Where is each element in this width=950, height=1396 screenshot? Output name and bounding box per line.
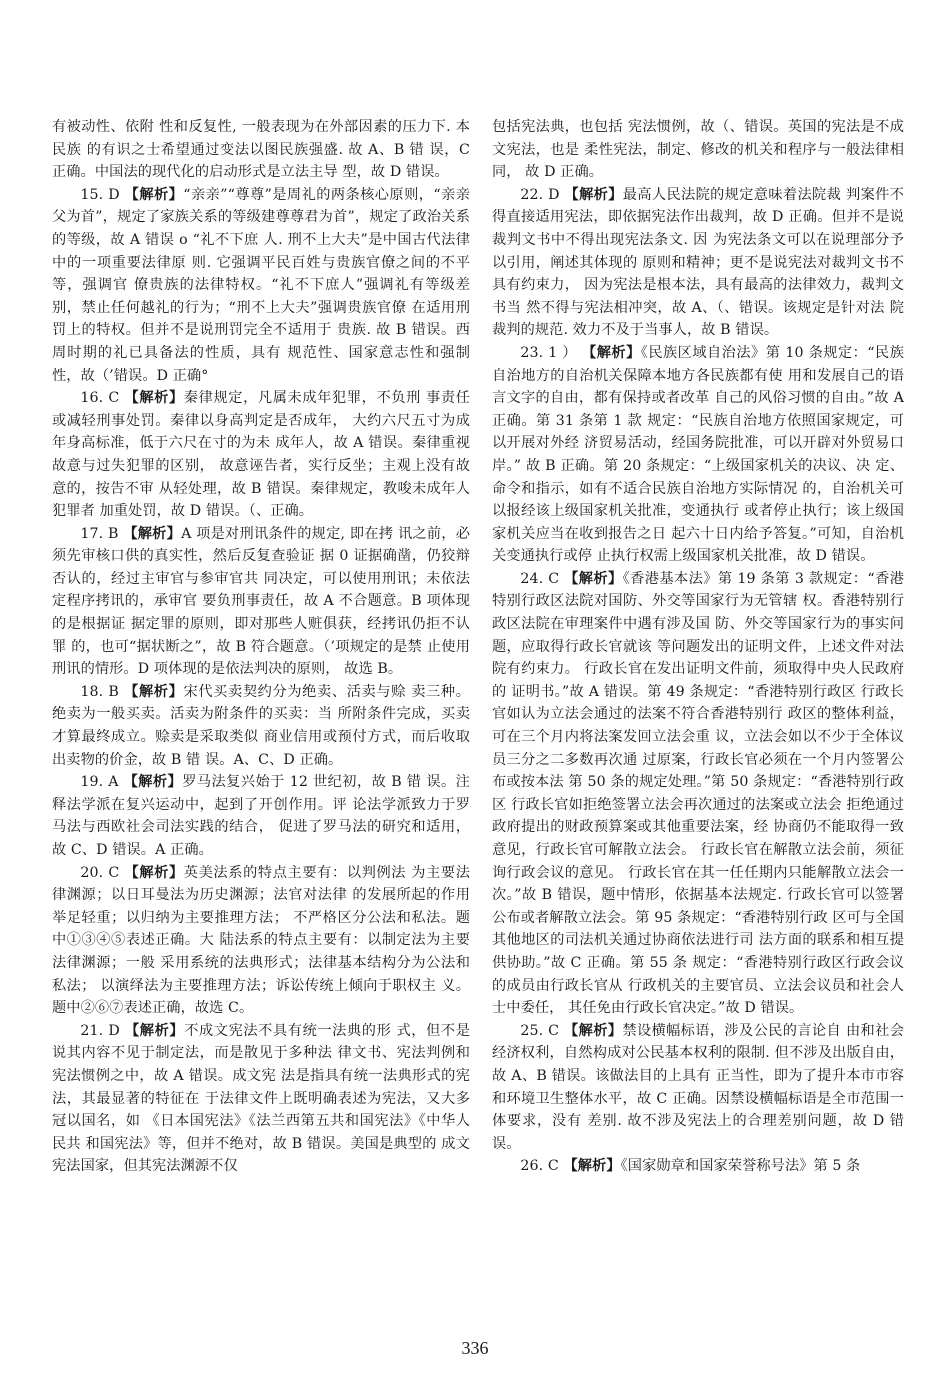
answer-paragraph: [52, 184, 470, 387]
question-number: 15. D: [80, 186, 120, 203]
answer-paragraph: [52, 523, 470, 681]
paragraph-text: 《民族区域自治法》第 10 条规定：“民族自治地方的自治机关保障本地方各民族都有使 用和发展自己的语言文字的自由，都有保持或者改革 自己的风俗习惯的自由。”故 A 正确。第 31 条第 1 款 规定：“民族自治地方依照国家规定，可以开展对外经 济贸易活动，经国务院批准，可以开辟对外贸易口岸。” 故 B 正确。第 20 条规定：“上级国家机关的决议、决 定、命令和指示，如有不适合民族自治地方实际情况 的，自治机关可以报经该上级国家机关批准，变通执行 或者停止执行；该上级国家机关应当在收到报告之日 起六十日内给予答复。”可知，自治机关变通执行或停 止执行权需上级国家机关批准，故 D 错误。: [492, 344, 904, 565]
answer-paragraph: [52, 387, 470, 523]
analysis-tag: 【解析】: [124, 683, 184, 700]
analysis-tag: 【解析】: [564, 186, 623, 203]
analysis-tag: 【解析】: [564, 570, 623, 587]
page-number: 336: [461, 1338, 489, 1358]
answer-paragraph: [492, 184, 904, 342]
answer-paragraph: [492, 116, 904, 184]
answer-paragraph: [52, 681, 470, 771]
analysis-tag: 【解析】: [123, 525, 182, 542]
question-number: 17. B: [80, 525, 119, 542]
paragraph-text: 包括宪法典，也包括 宪法惯例，故（、错误。英国的宪法是不成文宪法，也是 柔性宪法，制定、修改的机关和程序与一般法律相同， 故 D 正确。: [492, 119, 904, 181]
question-number: 16. C: [80, 390, 120, 407]
question-number: 23. 1 ）: [520, 344, 578, 361]
paragraph-text: 不成文宪法不具有统一法典的形 式，但不是说其内容不见于制定法，而是散见于多种法 律文书、宪法判例和宪法惯例之中，故 A 错误。成文宪 法是指具有统一法典形式的宪法，其最显著的特征在 于法律文件上既明确表述为宪法，又大多冠以国名，如 《日本国宪法》《法兰西第五共和国宪法》《中华人民共 和国宪法》等，但并不绝对，故 B 错误。美国是典型的 成文宪法国家，但其宪法渊源不仅: [52, 1022, 470, 1175]
question-number: 26. C: [520, 1158, 559, 1175]
paragraph-text: 最高人民法院的规定意味着法院裁 判案件不得直接适用宪法，即依据宪法作出裁判，故 D 正确。但并不是说裁判文书中不得出现宪法条文. 因 为宪法条文可以在说理部分予以引用，阐述其体现的 原则和精神；更不是说宪法对裁判文书不具有约束力， 因为宪法是根本法，具有最高的法律效力，裁判文书当 然不得与宪法相冲突，故 A、（、错误。该规定是针对法 院裁判的规范. 效力不及于当事人，故 B 错误。: [492, 186, 905, 339]
question-number: 19. A: [80, 774, 119, 791]
paragraph-text: 罗马法复兴始于 12 世纪初，故 B 错 误。注释法学派在复兴运动中，起到了开创作用。评 论法学派致力于罗马法与西欧社会司法实践的结合， 促进了罗马法的研究和适用，故 C、D 错误。A 正确。: [52, 774, 470, 858]
left-column: [52, 116, 470, 1178]
right-column: [492, 116, 904, 1178]
question-number: 24. C: [520, 570, 560, 587]
question-number: 22. D: [520, 186, 560, 203]
question-number: 25. C: [520, 1022, 560, 1039]
answer-paragraph: [52, 771, 470, 861]
analysis-tag: 【解析】: [582, 344, 641, 361]
answer-paragraph: [492, 568, 904, 1020]
analysis-tag: 【解析】: [124, 186, 184, 203]
analysis-tag: 【解析】: [564, 1022, 623, 1039]
analysis-tag: 【解析】: [124, 1022, 185, 1039]
question-number: 20. C: [80, 864, 120, 881]
paragraph-text: 宋代买卖契约分为绝卖、活卖与赊 卖三种。绝卖为一般买卖。活卖为附条件的买卖：当 所附条件完成，买卖才算最终成立。赊卖是采取类似 商业信用或预付方式，而后收取出卖物的价金，故 B 错 误。A、C、D 正确。: [52, 683, 471, 768]
question-number: 18. B: [80, 683, 119, 700]
analysis-tag: 【解析】: [123, 774, 183, 791]
analysis-tag: 【解析】: [124, 864, 184, 881]
analysis-tag: 【解析】: [563, 1158, 621, 1175]
answer-paragraph: [52, 116, 470, 184]
paragraph-text: 英美法系的特点主要有：以判例法 为主要法律渊源；以日耳曼法为历史渊源；法官对法律 的发展所起的作用举足轻重；以归纳为主要推理方法； 不严格区分公法和私法。题中①③④⑤表述正确。大 陆法系的特点主要有：以制定法为主要法律渊源；一般 采用系统的法典形式；法律基本结构分为公法和私法； 以演绎法为主要推理方法；诉讼传统上倾向于职权主 义。题中②⑥⑦表述正确，故选 C。: [52, 864, 470, 1017]
paragraph-text: 《国家勋章和国家荣誉称号法》第 5 条: [620, 1158, 861, 1175]
answer-paragraph: [492, 1020, 904, 1156]
answer-paragraph: [52, 1020, 470, 1178]
paragraph-text: 禁设横幅标语，涉及公民的言论自 由和社会经济权利，自然构成对公民基本权利的限制. 但不涉及出版自由，故 A、B 错误。该做法目的上具有 正当性，即为了提升本市市容和环境卫生整体水平，故 C 正确。因禁设横幅标语是全市范围一体要求，没有 差别. 故不涉及宪法上的合理差别问题，故 D 错误。: [492, 1022, 904, 1152]
question-number: 21. D: [80, 1022, 120, 1039]
paragraph-text: 有被动性、依附 性和反复性, 一般表现为在外部因素的压力下. 本民族 的有识之士希望通过变法以图民族强盛. 故 A、B 错 误，C 正确。中国法的现代化的启动形式是立法主导 型，故 D 错误。: [52, 119, 470, 181]
answer-paragraph: [52, 862, 470, 1020]
answer-paragraph: [492, 342, 904, 568]
paragraph-text: “亲亲”“尊尊”是周礼的两条核心原则，“亲亲父为首”，规定了家族关系的等级建尊尊君为首”，规定了政治关系的等级，故 A 错误 o “礼不下庶 人. 刑不上大夫”是中国古代法律中的一项重要法律原 则. 它强调平民百姓与贵族官僚之间的不平等，强调官 僚贵族的法律特权。“礼不下庶人”强调礼有等级差 别，禁止任何越礼的行为；“刑不上大夫”强调贵族官僚 在适用刑罚上的特权。但并不是说刑罚完全不适用于 贵族. 故 B 错误。西周时期的礼已具备法的性质，具有 规范性、国家意志性和强制性，故（’错误。D 正确°: [52, 186, 470, 384]
paragraph-text: A 项是对刑讯条件的规定, 即在拷 讯之前，必须先审核口供的真实性，然后反复查验证 据 0 证据确凿，仍狡辩否认的，经过主审官与参审官共 同决定，可以使用刑讯；未依法定程序拷讯的，承审官 要负刑事责任，故 A 不合题意。B 项体现的是根据证 据定罪的原则，即对那些人赃俱获，经拷讯仍拒不认罪 的，也可“据状断之”，故 B 符合题意。（’项规定的是禁 止使用刑讯的情形。D 项体现的是依法判决的原则， 故选 B。: [52, 525, 470, 678]
paragraph-text: 秦律规定，凡属未成年犯罪，不负刑 事责任或减轻刑事处罚。秦律以身高判定是否成年， 大约六尺五寸为成年身高标准，低于六尺在寸的为未 成年人，故 A 错误。秦律重视故意与过失犯罪的区别， 故意诬告者，实行反坐；主观上没有故意的，按告不审 从轻处理，故 B 错误。秦律规定，教唆未成年人犯罪者 加重处罚，故 D 错误。（、正确。: [52, 390, 470, 520]
analysis-tag: 【解析】: [124, 390, 184, 407]
answer-paragraph: [492, 1155, 904, 1178]
paragraph-text: 《香港基本法》第 19 条第 3 款规定：“香港特别行政区法院对国防、外交等国家行为无管辖 权。香港特别行政区法院在审理案件中遇有涉及国 防、外交等国家行为的事实问题，应取得行政长官就该 等问题发出的证明文件，上述文件对法院有约束力。 行政长官在发出证明文件前，须取得中央人民政府的 证明书。”故 A 错误。第 49 条规定：“香港特别行政区 行政长官如认为立法会通过的法案不符合香港特别行 政区的整体利益，可在三个月内将法案发回立法会重 议，立法会如以不少于全体议员三分之二多数再次通 过原案，行政长官必须在一个月内签署公布或按本法 第 50 条的规定处理。”第 50 条规定：“香港特别行政区 行政长官如拒绝签署立法会再次通过的法案或立法会 拒绝通过政府提出的财政预算案或其他重要法案，经 协商仍不能取得一致意见，行政长官可解散立法会。 行政长官在解散立法会前，须征询行政会议的意见。 行政长官在其一任任期内只能解散立法会一次。”故 B 错误，题中情形，依据基本法规定. 行政长官可以签署 公布或者解散立法会。第 95 条规定：“香港特别行政 区可与全国其他地区的司法机关通过协商依法进行司 法方面的联系和相互提供协助。”故 C 正确。第 55 条 规定：“香港特别行政区行政会议的成员由行政长官从 行政机关的主要官员、立法会议员和社会人士中委任， 其任免由行政长官决定。”故 D 错误。: [492, 570, 904, 1017]
